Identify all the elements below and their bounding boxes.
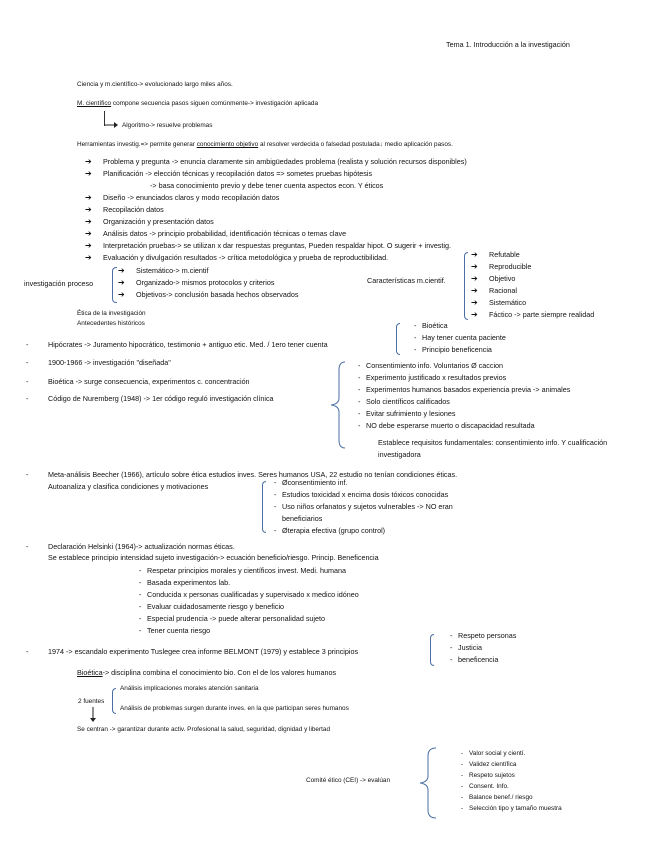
nuremberg-item: - Consentimiento info. Voluntarios Ø caccion (366, 361, 503, 371)
nuremberg-item: - Experimento justificado x resultados previos (366, 373, 506, 383)
herramientas-post: al resolver verdecida o falsedad postulada↓ medio aplicación pasos. (258, 141, 453, 148)
intro-line-2 (77, 99, 318, 109)
beecher-item: - Øconsentimiento inf. (282, 478, 348, 488)
herramientas-line (77, 140, 453, 150)
proceso-item: ➔ Organizado-> mismos protocolos y criterios (136, 278, 274, 288)
arrow-right-icon (104, 121, 118, 129)
hipocrates-line: - Hipócrates -> Juramento hipocrático, testimonio + antiguo etic. Med. / 1ero tener cuenta (48, 340, 328, 350)
step-item: ➔ Diseño -> enunciados claros y modo recopilación datos (103, 193, 279, 203)
bioetica-definition (77, 668, 336, 678)
caracteristica-item: ➔ Fáctico -> parte siempre realidad (489, 310, 594, 320)
fuentes-item: Análisis implicaciones morales atención sanitaria (120, 685, 259, 692)
helsinki-item: - Evaluar cuidadosamente riesgo y beneficio (147, 602, 284, 612)
nuremberg-item: - Experimentos humanos basados experiencia previa -> animales (366, 385, 570, 395)
helsinki-item: - Respetar principios morales y científicos invest. Medi. humana (147, 566, 346, 576)
step-item: ➔ Planificación -> elección técnicas y recopilación datos => sometes pruebas hipótesis (103, 169, 372, 179)
belmont-item: - Respeto personas (458, 631, 516, 641)
step-item-continuation: -> basa conocimiento previo y debe tener cuenta aspectos econ. Y éticos (150, 181, 384, 190)
helsinki-line-1: - Declaración Helsinki (1964)-> actualización normas éticas. (48, 542, 235, 552)
intro-line-2-term: M. científico (77, 100, 112, 107)
step-item: ➔ Problema y pregunta -> enuncia claramente sin ambigüedades problema (realista y solución recursos disponibles) (103, 157, 467, 167)
beecher-line-2: Autoanaliza y clasifica condiciones y motivaciones (48, 482, 209, 491)
step-item: ➔ Evaluación y divulgación resultados -> crítica metodológica y prueba de reproductibilidad. (103, 253, 388, 263)
arrow-down-icon (89, 707, 97, 723)
caracteristica-item: ➔ Refutable (489, 250, 520, 260)
comite-item: - Respeto sujetos (469, 771, 515, 781)
hipocrates-item: - Hay tener cuenta paciente (422, 333, 506, 343)
bioetica-definition-rest: -> disciplina combina el conocimiento bio. Con el de los valores humanos (102, 668, 337, 677)
step-item: ➔ Análisis datos -> principio probabilidad, identificación técnicas o temas clave (103, 229, 346, 239)
nuremberg-item: - NO debe esperarse muerto o discapacidad resultada (366, 421, 535, 431)
h1900-line: - 1900-1966 -> investigación "diseñada" (48, 358, 171, 368)
hipocrates-item: - Bioética (422, 321, 448, 331)
beecher-item: - Estudios toxicidad x encima dosis tóxicos conocidas (282, 490, 448, 500)
helsinki-item: - Conducida x personas cualificadas y supervisado x medico idóneo (147, 590, 359, 600)
belmont-brace (430, 634, 434, 666)
proceso-label: investigación proceso (24, 279, 94, 288)
intro-line-1: Ciencia y m.científico-> evolucionado largo miles años. (77, 81, 233, 88)
beecher-item: - Øterapia efectiva (grupo control) (282, 526, 385, 536)
bioetica-term: Bioética (77, 668, 103, 677)
caracteristica-item: ➔ Reproducible (489, 262, 531, 272)
nuremberg-item: - Evitar sufrimiento y lesiones (366, 409, 455, 419)
intro-line-2-rest: compone secuencia pasos siguen comúnmente-> investigación aplicada (111, 100, 319, 107)
nuremberg-item: - Solo científicos calificados (366, 397, 450, 407)
step-item: ➔ Recopilación datos (103, 205, 164, 215)
nuremberg-line: - Código de Nuremberg (1948) -> 1er código reguló investigación clínica (48, 394, 274, 404)
fuentes-brace (112, 688, 116, 714)
caracteristica-item: ➔ Objetivo (489, 274, 515, 284)
fuentes-item: Análisis de problemas surgen durante inves. en la que participan seres humanos (120, 705, 349, 712)
nuremberg-requisitos: Establece requisitos fundamentales: consentimiento info. Y cualificación investigadora (378, 438, 608, 459)
step-item: ➔ Organización y presentación datos (103, 217, 214, 227)
comite-label: Comité ético (CEI) -> evalúan (306, 777, 390, 784)
comite-item: - Consent. Info. (469, 782, 509, 792)
comite-item: - Valor social y cientí. (469, 749, 525, 759)
helsinki-item: - Tener cuenta riesgo (147, 626, 210, 636)
beecher-brace (262, 481, 266, 533)
step-item: ➔ Interpretación pruebas-> se utilizan x dar respuestas preguntas, Pueden respaldar hipot. O sugerir + investig. (103, 241, 451, 251)
algorithm-line: Algoritmo-> resuelve problemas (122, 122, 213, 129)
belmont-item: - beneficencia (458, 655, 498, 665)
helsinki-item: - Basada experimentos lab. (147, 578, 230, 588)
herramientas-pre: Herramientas investig.=> permite generar (77, 141, 197, 148)
page-title: Tema 1. Introducción a la investigación (446, 40, 570, 49)
beecher-line-1: - Meta-análisis Beecher (1966), artículo sobre ética estudios inves. Seres humanos USA, 22 estudio no tenían condiciones éticas. (48, 470, 457, 480)
belmont-item: - Justicia (458, 643, 482, 653)
proceso-item: ➔ Objetivos-> conclusión basada hechos observados (136, 290, 298, 300)
comite-item: - Balance benef./ riesgo (469, 793, 533, 803)
comite-brace (418, 746, 438, 820)
nuremberg-brace (327, 360, 347, 450)
beecher-item-continuation: beneficiarios (282, 514, 323, 523)
proceso-item: ➔ Sistemático-> m.cientif (136, 266, 209, 276)
fuentes-label: 2 fuentes (78, 698, 105, 705)
hipocrates-item: - Principio beneficencia (422, 345, 492, 355)
herramientas-term: conocimiento objetivo (196, 141, 259, 148)
hipocrates-brace (396, 323, 400, 355)
helsinki-item: - Especial prudencia -> puede alterar personalidad sujeto (147, 614, 325, 624)
helsinki-line-2: Se establece principio intensidad sujeto investigación-> ecuación beneficio/riesgo. Princip. Beneficencia (48, 553, 379, 562)
beecher-item: - Uso niños orfanatos y sujetos vulnerables -> NO eran (282, 502, 453, 512)
comite-item: - Selección tipo y tamaño muestra (469, 804, 562, 814)
etica-title: Ética de la investigación (77, 310, 146, 317)
bioetica-surge-line: - Bioética -> surge consecuencia, experimentos c. concentración (48, 377, 250, 387)
belmont-line: - 1974 -> escandalo experimento Tuslegee crea informe BELMONT (1979) y establece 3 principios (48, 647, 358, 657)
comite-item: - Validez científica (469, 760, 516, 770)
caracteristica-item: ➔ Sistemático (489, 298, 526, 308)
fuentes-centran: Se centran -> garantizar durante activ. Profesional la salud, seguridad, dignidad y libertad (77, 726, 330, 733)
proceso-brace (112, 267, 117, 303)
etica-subtitle: Antecedentes históricos (77, 320, 145, 327)
caracteristicas-label: Características m.cientif. (367, 276, 446, 285)
caracteristicas-brace (464, 252, 468, 320)
caracteristica-item: ➔ Racional (489, 286, 517, 296)
